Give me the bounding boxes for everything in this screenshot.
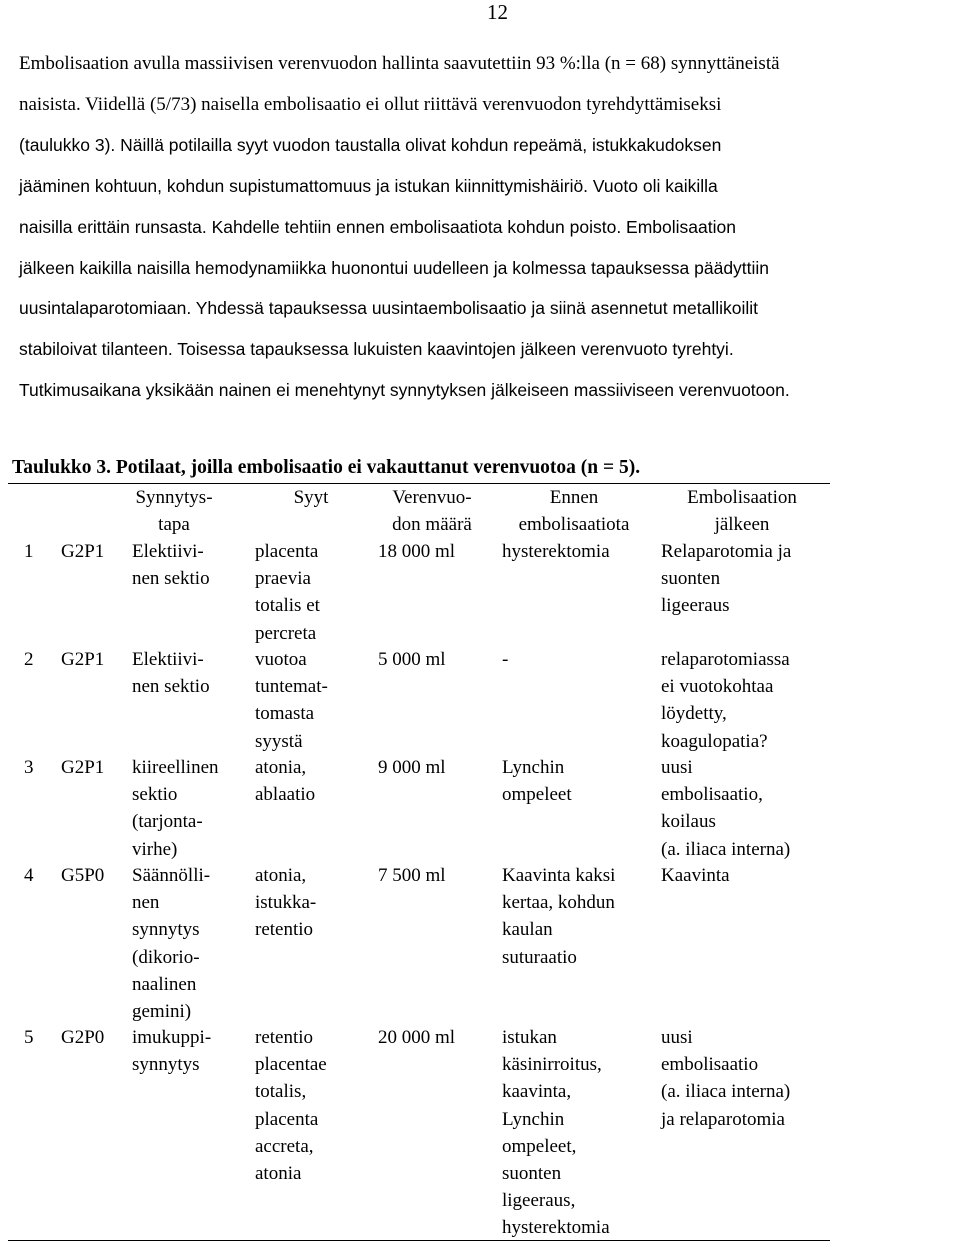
- row-before: istukan käsinirroitus, kaavinta, Lynchin ompeleet, suonten ligeeraus, hysterektomia: [502, 1027, 610, 1239]
- page-number: 12: [487, 0, 508, 24]
- row-blood-loss: 7 500 ml: [378, 865, 446, 886]
- row-number: 3: [24, 757, 34, 778]
- table-caption: Taulukko 3. Potilaat, joilla embolisaatio ei vakauttanut verenvuotoa (n = 5).: [12, 457, 641, 478]
- row-before: Lynchin ompeleet: [502, 757, 572, 806]
- row-number: 1: [24, 541, 34, 562]
- paragraph-line: stabiloivat tilanteen. Toisessa tapauksessa lukuisten kaavintojen jälkeen verenvuoto tyrehtyi.: [19, 338, 734, 359]
- row-delivery: Elektiivi- nen sektio: [132, 649, 210, 698]
- row-blood-loss: 20 000 ml: [378, 1027, 456, 1048]
- row-after: Kaavinta: [661, 865, 730, 886]
- row-parity: G2P1: [61, 541, 105, 562]
- row-delivery: imukuppi- synnytys: [132, 1027, 212, 1076]
- paragraph-line: Tutkimusaikana yksikään nainen ei menehtynyt synnytyksen jälkeiseen massiiviseen verenvuotoon.: [19, 379, 790, 400]
- row-delivery: Elektiivi- nen sektio: [132, 541, 210, 590]
- table-bottom-rule: [8, 1240, 830, 1241]
- row-blood-loss: 5 000 ml: [378, 649, 446, 670]
- row-after: uusi embolisaatio (a. iliaca interna) ja relaparotomia: [661, 1027, 791, 1130]
- row-parity: G5P0: [61, 865, 105, 886]
- row-after: relaparotomiassa ei vuotokohtaa löydetty, koagulopatia?: [661, 649, 790, 752]
- paragraph-line: Embolisaation avulla massiivisen verenvuodon hallinta saavutettiin 93 %:lla (n = 68) synnyttäneistä: [19, 53, 780, 74]
- row-parity: G2P1: [61, 757, 105, 778]
- row-blood-loss: 9 000 ml: [378, 757, 446, 778]
- row-causes: atonia, istukka- retentio: [255, 865, 317, 941]
- row-before: Kaavinta kaksi kertaa, kohdun kaulan suturaatio: [502, 865, 616, 968]
- paragraph-line: uusintalaparotomiaan. Yhdessä tapauksessa uusintaembolisaatio ja siinä asennetut metallikoilit: [19, 298, 759, 319]
- paragraph-line: naisista. Viidellä (5/73) naisella embolisaatio ei ollut riittävä verenvuodon tyrehdyttämiseksi: [19, 93, 722, 115]
- row-parity: G2P0: [61, 1027, 105, 1048]
- paragraph-line: (taulukko 3). Näillä potilailla syyt vuodon taustalla olivat kohdun repeämä, istukkakudoksen: [19, 135, 722, 156]
- row-delivery: Säännölli- nen synnytys (dikorio- naalinen gemini): [132, 865, 211, 1023]
- row-delivery: kiireellinen sektio (tarjonta- virhe): [132, 757, 219, 860]
- row-causes: atonia, ablaatio: [255, 757, 316, 806]
- header-before-embolisation: Ennen embolisaatiota: [518, 487, 630, 536]
- row-parity: G2P1: [61, 649, 105, 670]
- row-number: 4: [24, 865, 34, 886]
- body-paragraph: [19, 44, 954, 410]
- paragraph-line: jälkeen kaikilla naisilla hemodynamiikka huonontui uudelleen ja kolmessa tapauksessa päädyttiin: [19, 257, 770, 278]
- row-causes: placenta praevia totalis et percreta: [255, 541, 320, 644]
- header-causes: Syyt: [293, 487, 329, 508]
- row-number: 5: [24, 1027, 34, 1048]
- row-blood-loss: 18 000 ml: [378, 541, 456, 562]
- row-causes: retentio placentae totalis, placenta accreta, atonia: [255, 1027, 327, 1185]
- header-after-embolisation: Embolisaation jälkeen: [687, 487, 797, 536]
- row-number: 2: [24, 649, 34, 670]
- paragraph-line: naisilla erittäin runsasta. Kahdelle tehtiin ennen embolisaatiota kohdun poisto. Embolisaation: [19, 216, 736, 237]
- row-before: -: [502, 649, 509, 670]
- paragraph-line: jääminen kohtuun, kohdun supistumattomuus ja istukan kiinnittymishäiriö. Vuoto oli kaikilla: [19, 176, 718, 197]
- header-delivery: Synnytys- tapa: [135, 487, 213, 536]
- row-after: uusi embolisaatio, koilaus (a. iliaca interna): [661, 757, 791, 860]
- header-blood-loss: Verenvuo- don määrä: [392, 487, 472, 536]
- row-after: Relaparotomia ja suonten ligeeraus: [661, 541, 792, 617]
- row-causes: vuotoa tuntemat- tomasta syystä: [255, 649, 328, 752]
- row-before: hysterektomia: [502, 541, 610, 562]
